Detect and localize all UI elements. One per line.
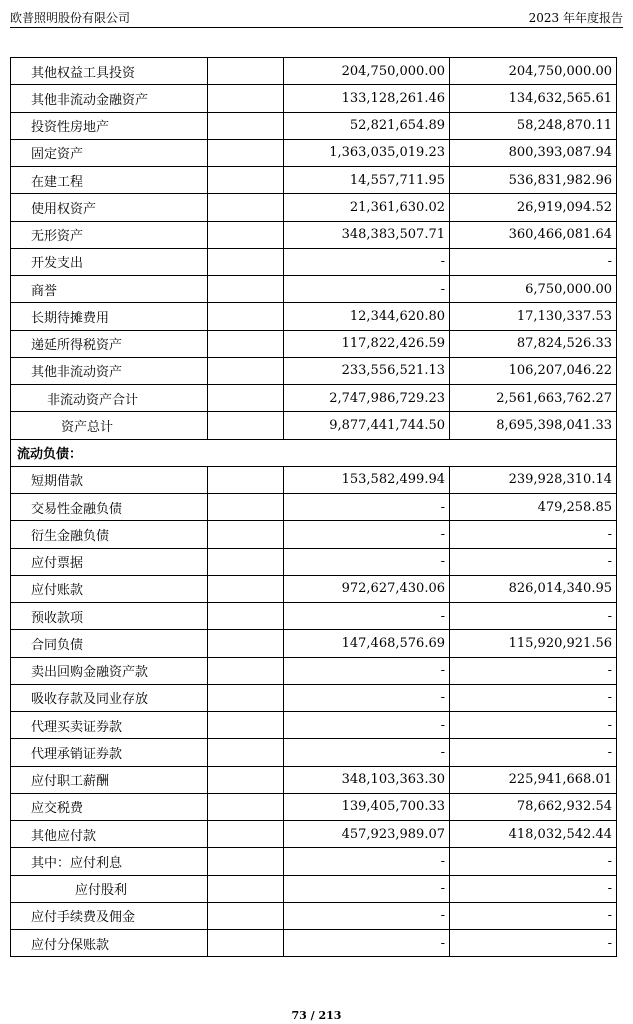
row-label: 其他应付款	[11, 821, 208, 848]
row-value-prior: 134,632,565.61	[450, 85, 617, 112]
row-note	[208, 603, 284, 630]
row-label: 应付手续费及佣金	[11, 902, 208, 929]
row-label: 代理承销证券款	[11, 739, 208, 766]
row-value-prior: 17,130,337.53	[450, 303, 617, 330]
row-value-current: -	[284, 276, 450, 303]
row-note	[208, 766, 284, 793]
table-row	[11, 657, 617, 684]
row-note	[208, 112, 284, 139]
table-row	[11, 276, 617, 303]
row-value-current: 972,627,430.06	[284, 575, 450, 602]
row-note	[208, 139, 284, 166]
table-row	[11, 739, 617, 766]
balance-sheet-table-wrap	[10, 57, 616, 957]
row-value-prior: 479,258.85	[450, 494, 617, 521]
row-value-prior: -	[450, 657, 617, 684]
row-value-current: 204,750,000.00	[284, 58, 450, 85]
row-note	[208, 875, 284, 902]
row-value-prior: 2,561,663,762.27	[450, 385, 617, 412]
row-note	[208, 167, 284, 194]
table-row	[11, 139, 617, 166]
row-value-prior: 826,014,340.95	[450, 575, 617, 602]
row-note	[208, 466, 284, 493]
row-label: 长期待摊费用	[11, 303, 208, 330]
row-value-current: 52,821,654.89	[284, 112, 450, 139]
table-row	[11, 330, 617, 357]
row-value-prior: 800,393,087.94	[450, 139, 617, 166]
row-label: 应付账款	[11, 575, 208, 602]
row-label: 应付职工薪酬	[11, 766, 208, 793]
row-value-current: -	[284, 603, 450, 630]
row-value-prior: -	[450, 248, 617, 275]
row-note	[208, 357, 284, 384]
row-value-prior: 106,207,046.22	[450, 357, 617, 384]
row-label: 应交税费	[11, 793, 208, 820]
row-value-current: 139,405,700.33	[284, 793, 450, 820]
row-value-prior: 536,831,982.96	[450, 167, 617, 194]
row-label: 递延所得税资产	[11, 330, 208, 357]
table-row	[11, 630, 617, 657]
row-value-prior: 225,941,668.01	[450, 766, 617, 793]
row-note	[208, 85, 284, 112]
row-value-current: -	[284, 739, 450, 766]
table-row	[11, 494, 617, 521]
row-value-prior: 239,928,310.14	[450, 466, 617, 493]
row-value-current: 457,923,989.07	[284, 821, 450, 848]
balance-sheet-table	[10, 57, 617, 957]
row-label: 在建工程	[11, 167, 208, 194]
table-row	[11, 357, 617, 384]
row-value-current: -	[284, 684, 450, 711]
row-note	[208, 848, 284, 875]
row-value-prior: 87,824,526.33	[450, 330, 617, 357]
row-label: 短期借款	[11, 466, 208, 493]
row-value-prior: 8,695,398,041.33	[450, 412, 617, 439]
row-label: 开发支出	[11, 248, 208, 275]
row-label: 应付票据	[11, 548, 208, 575]
company-name: 欧普照明股份有限公司	[10, 10, 131, 25]
row-note	[208, 739, 284, 766]
table-row	[11, 194, 617, 221]
row-value-prior: -	[450, 930, 617, 957]
row-value-current: -	[284, 521, 450, 548]
row-label: 交易性金融负债	[11, 494, 208, 521]
page-number: 73 / 213	[291, 1009, 342, 1022]
row-label: 其他非流动资产	[11, 357, 208, 384]
row-note	[208, 712, 284, 739]
row-value-current: 21,361,630.02	[284, 194, 450, 221]
row-value-prior: -	[450, 548, 617, 575]
row-value-current: 1,363,035,019.23	[284, 139, 450, 166]
header-divider	[10, 27, 623, 28]
table-row	[11, 85, 617, 112]
row-label: 商誉	[11, 276, 208, 303]
table-row	[11, 603, 617, 630]
row-note	[208, 58, 284, 85]
row-note	[208, 494, 284, 521]
row-value-current: -	[284, 657, 450, 684]
row-note	[208, 194, 284, 221]
table-row	[11, 902, 617, 929]
row-value-current: -	[284, 848, 450, 875]
row-note	[208, 385, 284, 412]
row-label: 无形资产	[11, 221, 208, 248]
row-value-prior: 26,919,094.52	[450, 194, 617, 221]
row-note	[208, 930, 284, 957]
section-title: 流动负债：	[11, 439, 617, 466]
row-value-prior: 115,920,921.56	[450, 630, 617, 657]
row-value-prior: 78,662,932.54	[450, 793, 617, 820]
row-value-prior: -	[450, 848, 617, 875]
row-label: 其他非流动金融资产	[11, 85, 208, 112]
row-label: 吸收存款及同业存放	[11, 684, 208, 711]
table-row	[11, 793, 617, 820]
row-note	[208, 276, 284, 303]
page-header	[10, 6, 623, 28]
row-note	[208, 575, 284, 602]
table-row	[11, 248, 617, 275]
row-value-prior: -	[450, 902, 617, 929]
table-row	[11, 684, 617, 711]
row-note	[208, 521, 284, 548]
table-row	[11, 712, 617, 739]
table-row	[11, 930, 617, 957]
row-note	[208, 902, 284, 929]
row-label: 资产总计	[11, 412, 208, 439]
row-label: 衍生金融负债	[11, 521, 208, 548]
row-note	[208, 330, 284, 357]
row-label: 应付股利	[11, 875, 208, 902]
row-value-prior: -	[450, 684, 617, 711]
table-row	[11, 58, 617, 85]
table-row	[11, 412, 617, 439]
row-note	[208, 630, 284, 657]
row-value-current: -	[284, 902, 450, 929]
row-value-current: -	[284, 494, 450, 521]
row-label: 使用权资产	[11, 194, 208, 221]
row-value-prior: 418,032,542.44	[450, 821, 617, 848]
row-note	[208, 303, 284, 330]
table-row	[11, 167, 617, 194]
row-note	[208, 793, 284, 820]
row-note	[208, 821, 284, 848]
table-row	[11, 112, 617, 139]
table-row	[11, 521, 617, 548]
table-row	[11, 766, 617, 793]
table-row	[11, 548, 617, 575]
row-value-current: 348,103,363.30	[284, 766, 450, 793]
row-value-current: -	[284, 548, 450, 575]
row-value-prior: -	[450, 712, 617, 739]
row-value-current: 233,556,521.13	[284, 357, 450, 384]
row-value-prior: -	[450, 603, 617, 630]
row-value-current: 117,822,426.59	[284, 330, 450, 357]
table-row	[11, 466, 617, 493]
table-row	[11, 303, 617, 330]
table-row	[11, 848, 617, 875]
row-label: 投资性房地产	[11, 112, 208, 139]
row-label: 应付分保账款	[11, 930, 208, 957]
row-label: 代理买卖证券款	[11, 712, 208, 739]
row-value-current: -	[284, 248, 450, 275]
row-note	[208, 684, 284, 711]
row-value-prior: 6,750,000.00	[450, 276, 617, 303]
section-row	[11, 439, 617, 466]
row-value-current: 133,128,261.46	[284, 85, 450, 112]
row-value-current: -	[284, 875, 450, 902]
row-value-current: 9,877,441,744.50	[284, 412, 450, 439]
row-note	[208, 412, 284, 439]
row-value-current: 348,383,507.71	[284, 221, 450, 248]
table-row	[11, 821, 617, 848]
row-label: 预收款项	[11, 603, 208, 630]
row-value-current: 14,557,711.95	[284, 167, 450, 194]
row-label: 非流动资产合计	[11, 385, 208, 412]
row-value-current: -	[284, 930, 450, 957]
row-value-current: -	[284, 712, 450, 739]
row-label: 其他权益工具投资	[11, 58, 208, 85]
row-value-current: 2,747,986,729.23	[284, 385, 450, 412]
row-value-current: 12,344,620.80	[284, 303, 450, 330]
row-note	[208, 221, 284, 248]
row-note	[208, 248, 284, 275]
row-note	[208, 657, 284, 684]
row-value-prior: 360,466,081.64	[450, 221, 617, 248]
row-value-prior: -	[450, 875, 617, 902]
report-title: 2023 年年度报告	[528, 10, 623, 25]
table-row	[11, 385, 617, 412]
row-value-current: 153,582,499.94	[284, 466, 450, 493]
row-value-prior: -	[450, 521, 617, 548]
row-note	[208, 548, 284, 575]
table-row	[11, 575, 617, 602]
row-label: 固定资产	[11, 139, 208, 166]
table-row	[11, 875, 617, 902]
row-value-prior: -	[450, 739, 617, 766]
row-value-prior: 58,248,870.11	[450, 112, 617, 139]
row-label: 卖出回购金融资产款	[11, 657, 208, 684]
row-label: 合同负债	[11, 630, 208, 657]
table-row	[11, 221, 617, 248]
row-value-prior: 204,750,000.00	[450, 58, 617, 85]
row-value-current: 147,468,576.69	[284, 630, 450, 657]
row-label: 其中：应付利息	[11, 848, 208, 875]
